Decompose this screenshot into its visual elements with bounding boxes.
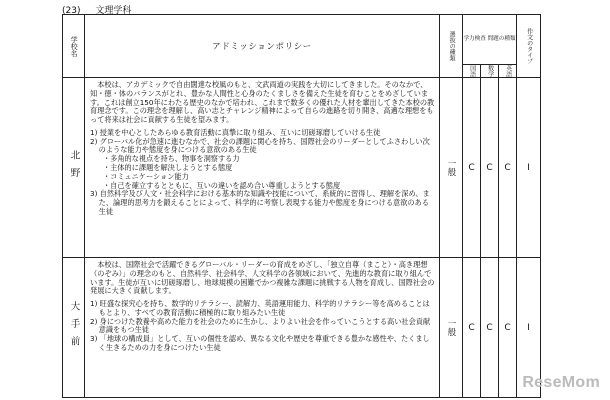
school-column-header: 学校名	[63, 15, 85, 78]
eigo-mark: C	[499, 258, 517, 398]
selection-type: 一般	[446, 319, 456, 336]
policy-column-header: アドミッションポリシー	[85, 15, 440, 78]
policy-bullet: ・多角的な視点を持ち、物事を洞察する力	[102, 154, 240, 164]
table-row	[63, 258, 541, 398]
selection-column-header: 選抜の種類	[440, 15, 463, 78]
selection-type-cell	[440, 78, 463, 258]
school-name: 北野	[68, 150, 80, 185]
sugaku-mark: C	[481, 258, 499, 398]
gakuryoku-header: 学力検査 問題の種類	[463, 15, 517, 65]
caption-title: 文理学科	[95, 6, 132, 16]
subject-header-sugaku: 数学	[481, 65, 499, 78]
subject-header-kokugo: 国語	[463, 65, 481, 78]
resemom-watermark-logo: ReseMom	[522, 374, 600, 391]
school-name-cell	[63, 258, 85, 398]
essay-type: I	[517, 258, 541, 398]
selection-type: 一般	[446, 159, 456, 176]
policy-item: 1) 授業を中心としたあらゆる教育活動に真摯に取り組み、互いに切磋琢磨していける生徒	[90, 127, 381, 137]
kokugo-mark: C	[463, 258, 481, 398]
school-name: 大手前	[68, 301, 80, 354]
policy-intro: 本校は、国際社会で活躍できるグローバル・リーダーの育成をめざし、「独立自尊（まこと）・高き理想（のぞみ）」の理念のもと、自然科学、社会科学、人文科学の各領域において、先進的な教育に取り組んでいます。生徒が互いに切磋琢磨し、地球規模の困難でかつ複雑な課題に挑戦する人物を育成し、国際社会の発展に大きく貢献します。	[90, 260, 435, 296]
policy-bullet: ・コミュニケーション能力	[102, 171, 189, 181]
policy-cell	[85, 258, 440, 398]
table-row	[63, 78, 541, 258]
policy-item: 3) 「地球の構成員」として、互いの個性を認め、異なる文化や歴史を尊重できる豊かな感性や、たくましく生きるための力を身につけたい生徒	[90, 334, 430, 353]
policy-bullet: ・自己を確立するとともに、互いの違いを認め合い尊重しようとする態度	[102, 180, 341, 190]
policy-cell	[85, 78, 440, 258]
eigo-mark: C	[499, 78, 517, 258]
admission-policy-table	[62, 14, 541, 398]
header-row	[63, 15, 541, 65]
subject-header-eigo: 英語	[499, 65, 517, 78]
policy-item: 1) 旺盛な探究心を持ち、数学的リテラシー、読解力、英語運用能力、科学的リテラシー等を高めることはもとより、すべての教育活動に積極的に取り組みたい生徒	[90, 299, 430, 317]
kokugo-mark: C	[463, 78, 481, 258]
essay-type: I	[517, 78, 541, 258]
policy-bullet: ・主体的に課題を解決しようとする態度	[102, 163, 233, 173]
essay-column-header: 作文のタイプ	[517, 15, 541, 78]
selection-type-cell	[440, 258, 463, 398]
school-name-cell	[63, 78, 85, 258]
policy-intro: 本校は、アカデミックで自由闊達な校風のもと、文武両道の実践を大切にしてきました。そのなかで、知・徳・体のバランスがとれ、豊かな人間性と心身のたくましさを備えた生徒を育むことをめざしています。これは創立150年にわたる歴史のなかで培われ、これまで数多くの優れた人材を輩出してきた本校の教育理念です。この理念を理解し、高い志とチャレンジ精神によって自らの進路を切り開き、高邁な理想をもって将来は社会に貢献する生徒を望みます。	[90, 80, 435, 125]
policy-item: 2) グローバル化が急速に進むなかで、社会の課題に関心を持ち、国際社会のリーダーとしてふさわしい次のような能力や態度を身につける意欲のある生徒	[90, 136, 430, 155]
policy-item: 3) 自然科学及び人文・社会科学における基本的な知識や技能について、系統的に習得し、理解を深め、また、論理的思考力を鍛えることによって、科学的に考察し表現する能力や態度を身につける意欲のある生徒	[90, 189, 430, 216]
caption-number: (23)	[62, 6, 81, 16]
policy-item: 2) 身につけた教養や高めた能力を社会のために生かし、よりよい社会を作っていこうとする高い社会貢献意識をもつ生徒	[90, 316, 431, 335]
sugaku-mark: C	[481, 78, 499, 258]
